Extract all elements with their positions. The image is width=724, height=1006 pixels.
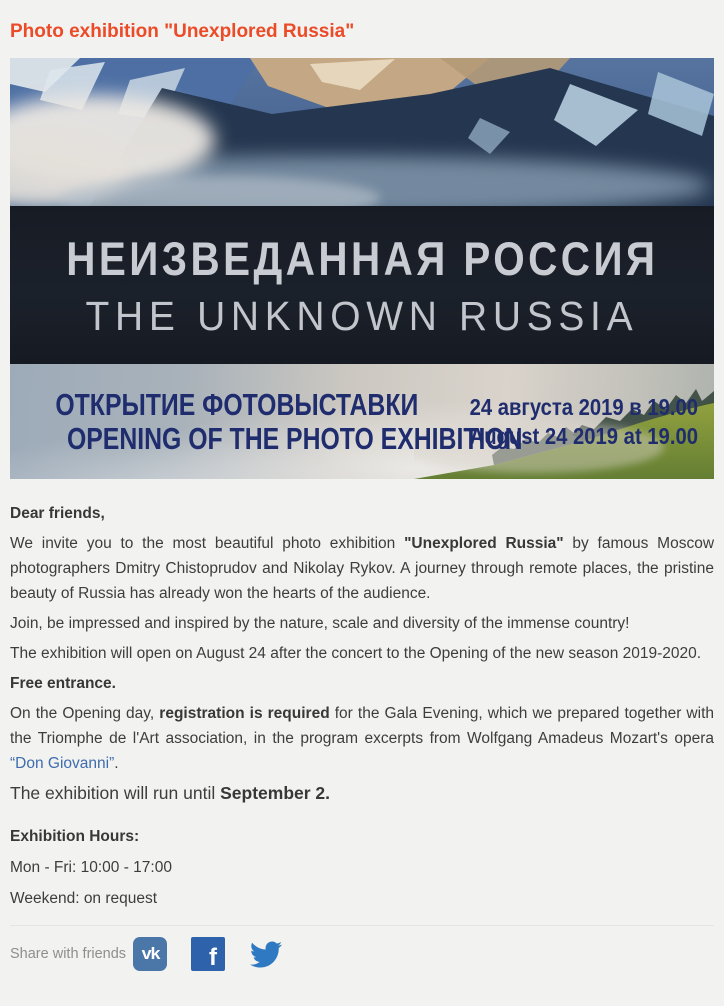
paragraph-gala (10, 701, 714, 776)
don-giovanni-link[interactable]: “Don Giovanni” (10, 755, 115, 772)
end-date-bold: September 2. (220, 783, 331, 803)
hero-image (10, 58, 714, 479)
paragraph-run-until (10, 781, 714, 806)
hero-title-en: THE UNKNOWN RUSSIA (85, 292, 639, 339)
hero-opening-en: OPENING OF THE PHOTO EXHIBITION (66, 420, 523, 456)
paragraph-free-entrance: Free entrance. (10, 675, 116, 692)
share-label: Share with friends (10, 946, 127, 962)
invite-text: We invite you to the most beautiful photo exhibition (10, 535, 405, 552)
gala-text-period: . (114, 755, 119, 772)
paragraph-invite (10, 531, 714, 606)
greeting: Dear friends, (10, 505, 105, 522)
page-title: Photo exhibition "Unexplored Russia" (10, 21, 355, 42)
hero-date-en: August 24 2019 at 19.00 (469, 422, 698, 449)
gala-text-continued: for the Gala Evening, which we prepared together with the Triomphe de l'Art association, in the program excerpts from Wolfgang Amadeus Mozart's opera (10, 705, 714, 747)
divider (10, 925, 714, 926)
exhibition-hours-title: Exhibition Hours: (10, 828, 140, 845)
hours-weekdays: Mon - Fri: 10:00 - 17:00 (10, 859, 172, 876)
twitter-share-button[interactable] (249, 937, 283, 971)
vk-share-button[interactable] (133, 937, 167, 971)
hero-date-ru: 24 августа 2019 в 19.00 (469, 393, 698, 420)
article-body (10, 501, 714, 911)
gala-text: On the Opening day, (10, 705, 160, 722)
vk-icon: vk (141, 944, 159, 963)
hero-opening-strip (10, 364, 714, 479)
hero-title-ru: НЕИЗВЕДАННАЯ РОССИЯ (65, 231, 659, 285)
run-until-text: The exhibition will run until (10, 783, 221, 803)
share-section (10, 936, 714, 972)
hero-mountain-photo (10, 58, 714, 206)
paragraph-join: Join, be impressed and inspired by the nature, scale and diversity of the immense country! (10, 615, 630, 632)
paragraph-opening-date: The exhibition will open on August 24 after the concert to the Opening of the new season 2019-2020. (10, 645, 702, 662)
exhibition-name-bold: "Unexplored Russia" (404, 535, 564, 552)
hero-opening-ru: ОТКРЫТИЕ ФОТОВЫСТАВКИ (55, 387, 419, 423)
registration-required-bold: registration is required (159, 705, 330, 722)
facebook-icon: f (209, 944, 217, 971)
hero-date-block (454, 393, 714, 451)
invite-text-continued: by famous Moscow photographers Dmitry Chistoprudov and Nikolay Rykov. A journey through remote places, the pristine beauty of Russia has already won the hearts of the audience. (10, 535, 715, 602)
hours-weekend: Weekend: on request (10, 890, 158, 907)
facebook-share-button[interactable] (191, 937, 225, 971)
mountains-illustration (10, 58, 714, 206)
twitter-icon (250, 941, 282, 968)
hero-title-band (10, 206, 714, 364)
hero-opening-titles (10, 387, 523, 456)
